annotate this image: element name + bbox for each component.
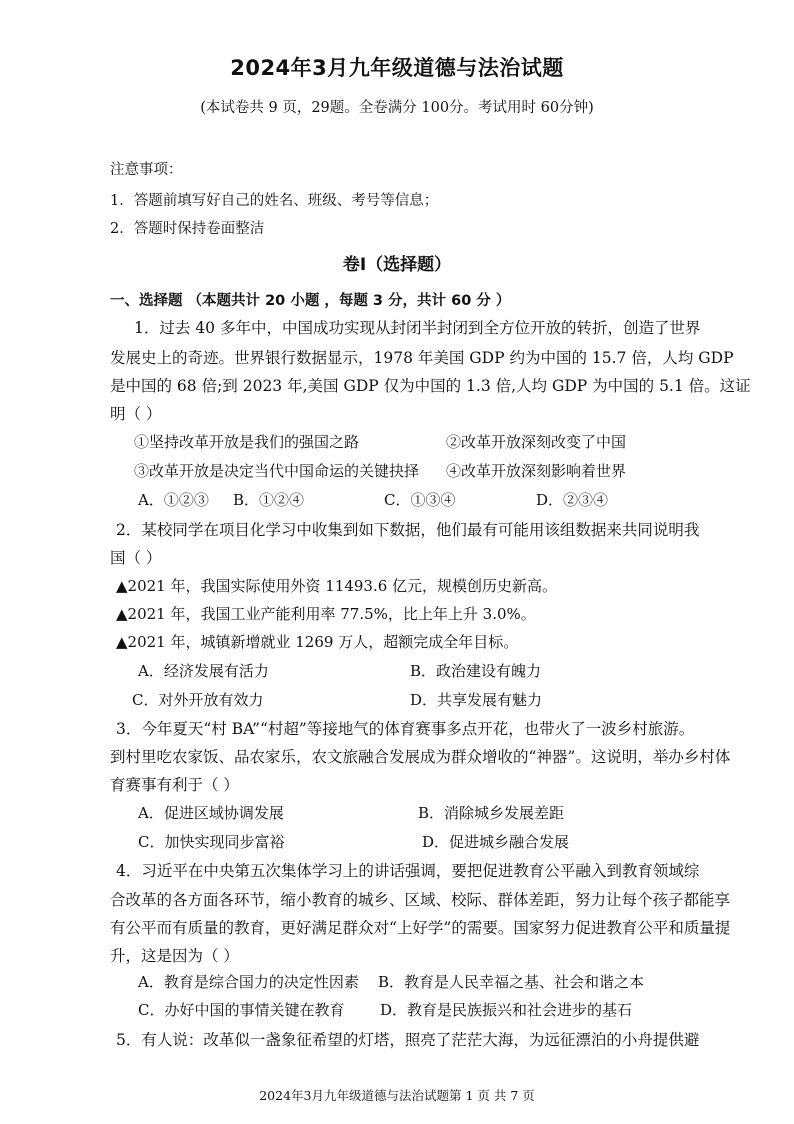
- question-3-line: 育赛事有利于（ ）: [110, 776, 239, 794]
- question-3-option-d[interactable]: D．促进城乡融合发展: [422, 833, 570, 851]
- question-4-line: 升，这是因为（ ）: [110, 947, 239, 965]
- question-1-item: ②改革开放深刻改变了中国: [446, 433, 627, 451]
- page-title: 2024年3月九年级道德与法治试题: [230, 56, 564, 80]
- page-footer: 2024年3月九年级道德与法治试题第 1 页 共 7 页: [259, 1088, 535, 1103]
- question-1-option-a[interactable]: A．①②③: [138, 491, 209, 509]
- question-4-line: 有公平而有质量的教育，更好满足群众对“上好学”的需要。国家努力促进教育公平和质量提: [110, 919, 731, 937]
- question-1-line: 明（ ）: [110, 405, 162, 423]
- question-1-option-b[interactable]: B．①②④: [233, 491, 305, 509]
- notice-item: 2．答题时保持卷面整洁: [110, 221, 265, 237]
- question-4-option-a[interactable]: A．教育是综合国力的决定性因素: [138, 973, 359, 991]
- exam-instructions-subtitle: (本试卷共 9 页，29题。全卷满分 100分。考试用时 60分钟): [200, 100, 594, 116]
- question-5-line: 5．有人说：改革似一盏象征希望的灯塔，照亮了茫茫大海，为远征漂泊的小舟提供避: [116, 1031, 700, 1049]
- notice-item: 1．答题前填写好自己的姓名、班级、考号等信息；: [110, 193, 439, 209]
- question-1-item: ③改革开放是决定当代中国命运的关键抉择: [134, 462, 420, 480]
- question-4-option-c[interactable]: C．办好中国的事情关键在教育: [138, 1001, 345, 1019]
- question-1-option-c[interactable]: C．①③④: [384, 491, 456, 509]
- question-4-option-b[interactable]: B．教育是人民幸福之基、社会和谐之本: [378, 973, 645, 991]
- question-1-item: ④改革开放深刻影响着世界: [446, 462, 627, 480]
- question-2-option-c[interactable]: C．对外开放有效力: [132, 691, 264, 709]
- question-3-line: 到村里吃农家饭、品农家乐，农文旅融合发展成为群众增收的“神器”。这说明，举办乡村体: [110, 748, 731, 766]
- question-1-item: ①坚持改革开放是我们的强国之路: [134, 433, 360, 451]
- question-2-option-b[interactable]: B．政治建设有魄力: [410, 662, 542, 680]
- question-2-fact: ▲2021 年，我国实际使用外资 11493.6 亿元，规模创历史新高。: [116, 577, 558, 595]
- question-1-line: 是中国的 68 倍;到 2023 年,美国 GDP 仅为中国的 1.3 倍,人均 GDP 为中国的 5.1 倍。这证: [110, 377, 751, 395]
- notice-heading: 注意事项：: [110, 162, 183, 178]
- question-2-line: 2．某校同学在项目化学习中收集到如下数据，他们最有可能用该组数据来共同说明我: [116, 521, 700, 539]
- question-2-fact: ▲2021 年，城镇新增就业 1269 万人，超额完成全年目标。: [116, 633, 519, 651]
- question-2-fact: ▲2021 年，我国工业产能利用率 77.5%，比上年上升 3.0%。: [116, 605, 536, 623]
- question-1-line: 发展史上的奇迹。世界银行数据显示，1978 年美国 GDP 约为中国的 15.7 倍，人均 GDP: [110, 349, 734, 367]
- part-heading: 一、选择题 （本题共计 20 小题 ，每题 3 分，共计 60 分 ）: [110, 293, 511, 309]
- question-1-line: 1．过去 40 多年中，中国成功实现从封闭半封闭到全方位开放的转折，创造了世界: [134, 319, 701, 337]
- question-3-line: 3．今年夏天“村 BA”“村超”等接地气的体育赛事多点开花，也带火了一波乡村旅游。: [116, 720, 695, 738]
- question-3-option-c[interactable]: C．加快实现同步富裕: [138, 833, 285, 851]
- question-2-option-d[interactable]: D．共享发展有魅力: [410, 691, 543, 709]
- question-4-option-d[interactable]: D．教育是民族振兴和社会进步的基石: [380, 1001, 633, 1019]
- question-3-option-b[interactable]: B．消除城乡发展差距: [418, 804, 565, 822]
- question-4-line: 合改革的各方面各环节，缩小教育的城乡、区域、校际、群体差距，努力让每个孩子都能享: [110, 891, 731, 909]
- section-title: 卷Ⅰ（选择题）: [342, 255, 452, 275]
- question-3-option-a[interactable]: A．促进区域协调发展: [138, 804, 284, 822]
- question-4-line: 4．习近平在中央第五次集体学习上的讲话强调，要把促进教育公平融入到教育领域综: [116, 862, 700, 880]
- question-2-line: 国（ ）: [110, 549, 162, 567]
- question-1-option-d[interactable]: D．②③④: [536, 491, 609, 509]
- question-2-option-a[interactable]: A．经济发展有活力: [138, 662, 269, 680]
